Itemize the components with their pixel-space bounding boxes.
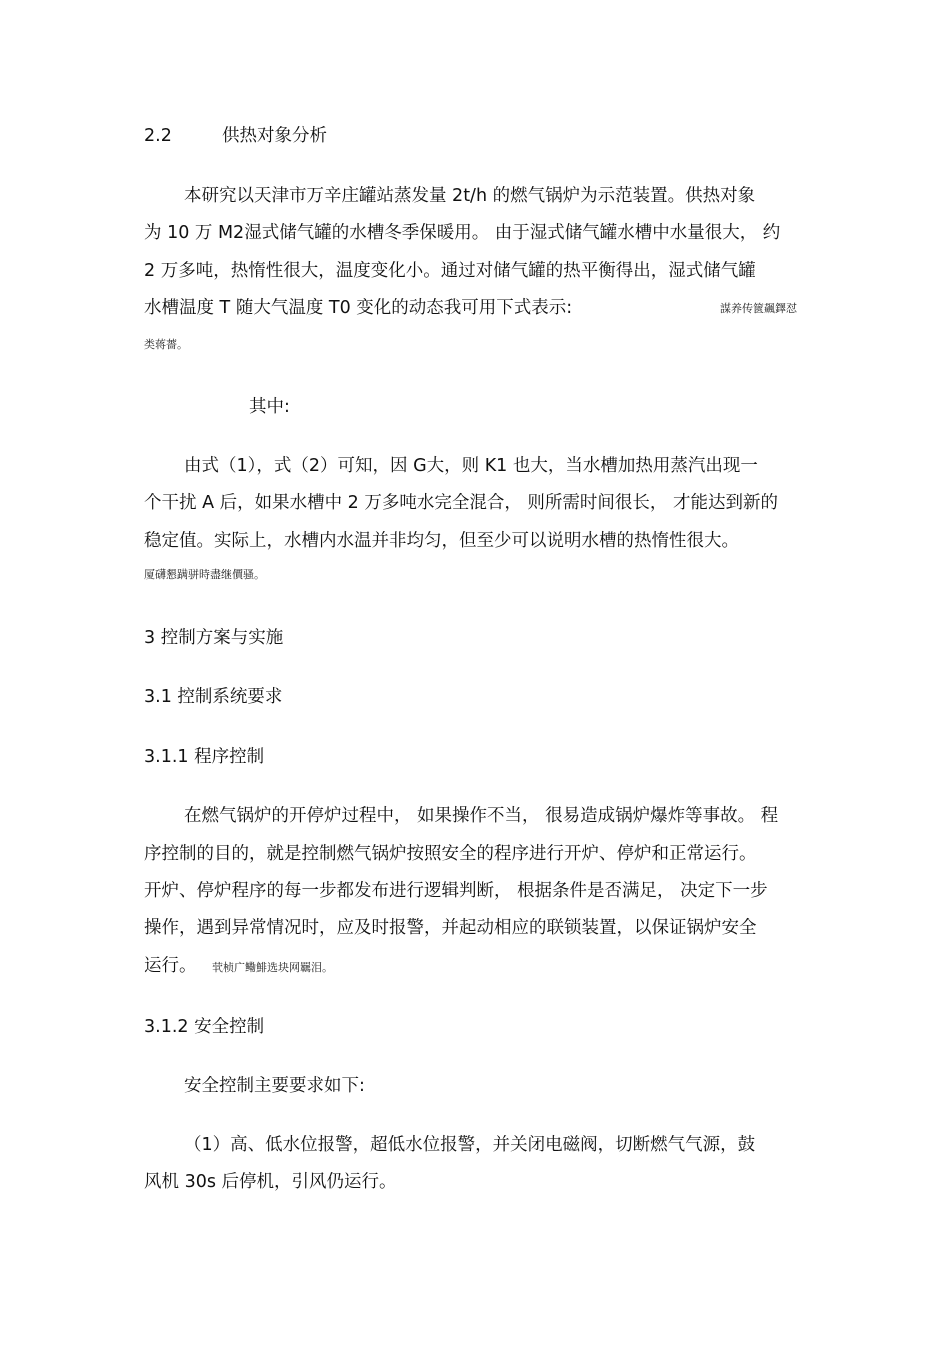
section-3-1-heading: 3.1 控制系统要求 <box>144 687 283 707</box>
noise-note-a: 謀养传篋飆鐸怼 <box>720 302 797 315</box>
paragraph-5-line-2: 风机 30s 后停机，引风仍运行。 <box>144 1172 397 1192</box>
noise-note-b: 类蒋薔。 <box>144 338 188 351</box>
section-2-2-number: 2.2 <box>144 126 172 146</box>
paragraph-1-line-4: 水槽温度 T 随大气温度 T0 变化的动态我可用下式表示: <box>144 298 573 318</box>
noise-note-c: 厦礴懇蹒骈時盡继價骚。 <box>144 568 265 581</box>
paragraph-4: 安全控制主要要求如下: <box>184 1076 365 1096</box>
paragraph-1-line-1: 本研究以天津市万辛庄罐站蒸发量 2t/h 的燃气锅炉为示范装置。供热对象 <box>184 186 756 206</box>
paragraph-2-line-1: 由式（1），式（2）可知，因 G大，则 K1 也大，当水槽加热用蒸汽出现一 <box>184 456 758 476</box>
where-label: 其中: <box>249 397 290 417</box>
section-3-1-2-heading: 3.1.2 安全控制 <box>144 1017 265 1037</box>
paragraph-3-line-4: 操作，遇到异常情况时，应及时报警，并起动相应的联锁装置，以保证锅炉安全 <box>144 918 757 938</box>
section-2-2-title: 供热对象分析 <box>222 126 327 146</box>
paragraph-2-line-2: 个干扰 A 后，如果水槽中 2 万多吨水完全混合， 则所需时间很长， 才能达到新的 <box>144 493 778 513</box>
noise-note-d: 茕桢广鳓鯡选块网羈泪。 <box>212 961 333 974</box>
paragraph-1-line-3: 2 万多吨，热惰性很大，温度变化小。通过对储气罐的热平衡得出，湿式储气罐 <box>144 261 756 281</box>
paragraph-2-line-3: 稳定值。实际上，水槽内水温并非均匀，但至少可以说明水槽的热惰性很大。 <box>144 531 739 551</box>
paragraph-5-line-1: （1）高、低水位报警，超低水位报警，并关闭电磁阀，切断燃气气源，鼓 <box>184 1135 756 1155</box>
paragraph-1-line-2: 为 10 万 M2湿式储气罐的水槽冬季保暖用。 由于湿式储气罐水槽中水量很大， 约 <box>144 223 781 243</box>
paragraph-3-line-2: 序控制的目的，就是控制燃气锅炉按照安全的程序进行开炉、停炉和正常运行。 <box>144 844 757 864</box>
paragraph-3-line-1: 在燃气锅炉的开停炉过程中， 如果操作不当， 很易造成锅炉爆炸等事故。 程 <box>184 806 779 826</box>
paragraph-3-line-3: 开炉、停炉程序的每一步都发布进行逻辑判断， 根据条件是否满足， 决定下一步 <box>144 881 768 901</box>
section-3-1-1-heading: 3.1.1 程序控制 <box>144 747 265 767</box>
section-3-heading: 3 控制方案与实施 <box>144 628 284 648</box>
paragraph-3-line-5: 运行。 <box>144 956 197 976</box>
